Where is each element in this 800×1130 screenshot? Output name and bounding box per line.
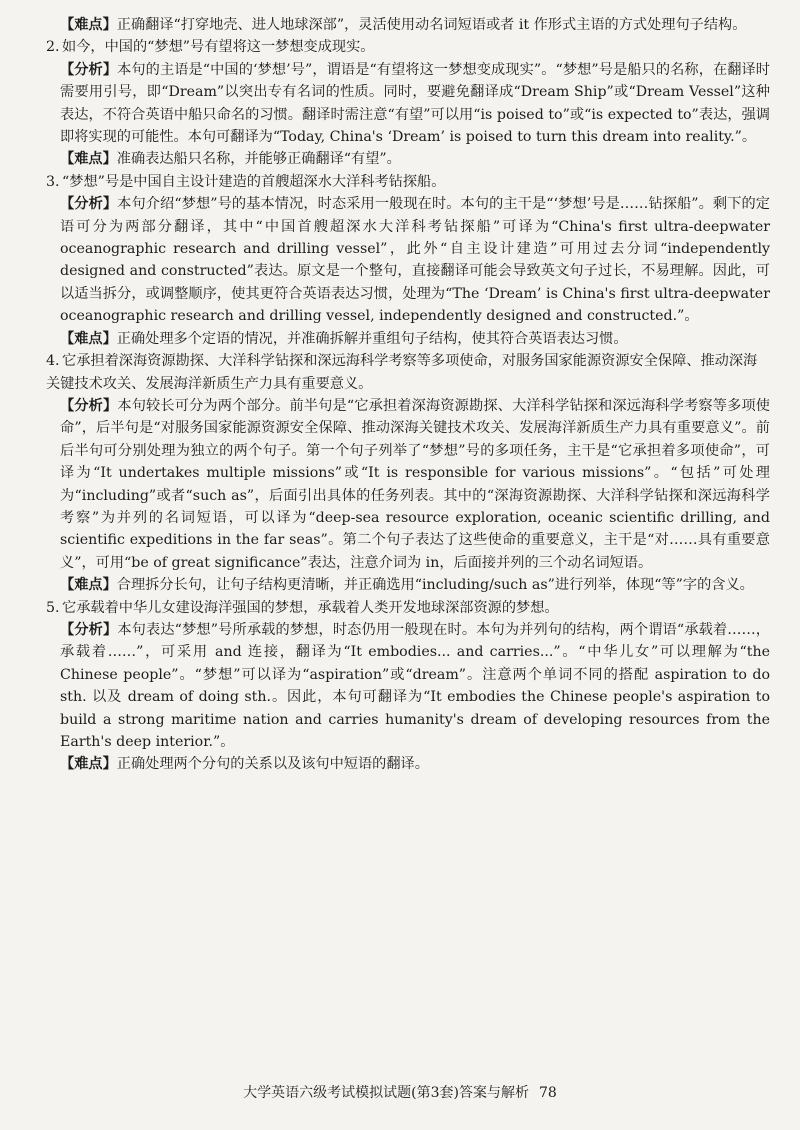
difficulty-text: 合理拆分长句，让句子结构更清晰，并正确选用“including/such as”进行列举，体现“等”字的含义。 bbox=[116, 577, 754, 594]
analysis-text: 本句表达“梦想”号所承载的梦想，时态仍用一般现在时。本句为并列句的结构，两个谓语“承载着……，承载着……”，可采用 and 连接，翻译为“It embodies... and carries...”。“中华儿女”可以理解为“the Chinese people”。“梦想”可以译为“aspiration”或“dream”。注意两个单词不同的搭配 aspiration to do sth. 以及 dream of doing sth.。因此，本句可翻译为“It embodies the Chinese people's aspiration to build a strong maritime nation and carries humanity's dream of developing resources from the Earth's deep interior.”。 bbox=[60, 621, 770, 750]
item-sentence: “梦想”号是中国自主设计建造的首艘超深水大洋科考钻探船。 bbox=[62, 173, 446, 190]
analysis-3 bbox=[40, 193, 770, 327]
analysis-text: 本句较长可分为两个部分。前半句是“它承担着深海资源勘探、大洋科学钻探和深远海科学考察等多项使命”，后半句是“对服务国家能源资源安全保障、推动深海关键技术攻关、发展海洋新质生产力具有重要意义”。前后半句可分别处理为独立的两个句子。第一个句子列举了“梦想”号的多项任务，主干是“它承担着多项使命”，可译为“It undertakes multiple missions”或“It is responsible for various missions”。“包括”可处理为“including”或者“such as”，后面引出具体的任务列表。其中的“深海资源勘探、大洋科学钻探和深远海科学考察”为并列的名词短语，可以译为“deep-sea resource exploration, oceanic scientific drilling, and scientific expeditions in the far seas”。第二个句子表达了这些使命的重要意义，主干是“对……具有重要意义”，可用“be of great significance”表达，注意介词为 in，后面接并列的三个动名词短语。 bbox=[60, 397, 770, 571]
analysis-tag: 【分析】 bbox=[60, 621, 118, 638]
question-item-5 bbox=[40, 597, 770, 619]
difficulty-text: 正确处理多个定语的情况，并准确拆解并重组句子结构，使其符合英语表达习惯。 bbox=[116, 330, 628, 347]
difficulty-tag: 【难点】 bbox=[60, 756, 117, 773]
analysis-5 bbox=[40, 619, 770, 753]
analysis-2 bbox=[40, 59, 770, 149]
analysis-tag: 【分析】 bbox=[60, 61, 118, 78]
difficulty-note-3 bbox=[40, 328, 770, 350]
footer-title: 大学英语六级考试模拟试题(第3套)答案与解析 bbox=[243, 1085, 529, 1101]
difficulty-note-2 bbox=[40, 148, 770, 170]
difficulty-text: 正确翻译“打穿地壳、进人地球深部”，灵活使用动名词短语或者 it 作形式主语的方式处理句子结构。 bbox=[116, 17, 747, 33]
item-sentence: 如今，中国的“梦想”号有望将这一梦想变成现实。 bbox=[62, 39, 375, 56]
analysis-tag: 【分析】 bbox=[60, 397, 118, 414]
analysis-tag: 【分析】 bbox=[60, 196, 118, 213]
answer-analysis-content bbox=[40, 14, 770, 776]
difficulty-note-4 bbox=[40, 574, 770, 596]
difficulty-tag: 【难点】 bbox=[60, 577, 117, 594]
difficulty-text: 正确处理两个分句的关系以及该句中短语的翻译。 bbox=[116, 756, 429, 773]
item-number: 3. bbox=[46, 173, 60, 190]
difficulty-tag: 【难点】 bbox=[60, 151, 117, 168]
difficulty-tag: 【难点】 bbox=[60, 17, 117, 33]
question-item-3 bbox=[40, 171, 770, 193]
difficulty-note-1 bbox=[40, 14, 770, 36]
item-number: 4. bbox=[46, 353, 60, 370]
difficulty-text: 准确表达船只名称，并能够正确翻译“有望”。 bbox=[116, 151, 401, 168]
difficulty-tag: 【难点】 bbox=[60, 330, 117, 347]
question-item-4 bbox=[40, 350, 770, 395]
analysis-4 bbox=[40, 395, 770, 574]
item-number: 5. bbox=[46, 599, 60, 616]
page-footer bbox=[0, 1082, 800, 1102]
analysis-text: 本句的主语是“中国的‘梦想’号”，谓语是“有望将这一梦想变成现实”。“梦想”号是船只的名称，在翻译时需要用引号，即“Dream”以突出专有名词的性质。同时，要避免翻译成“Dream Ship”或“Dream Vessel”这种表达，不符合英语中船只命名的习惯。翻译时需注意“有望”可以用“is poised to”或“is expected to”表达，强调即将实现的可能性。本句可翻译为“Today, China's ‘Dream’ is poised to turn this dream into reality.”。 bbox=[60, 61, 770, 146]
item-sentence: 它承担着深海资源勘探、大洋科学钻探和深远海科学考察等多项使命，对服务国家能源资源安全保障、推动深海关键技术攻关、发展海洋新质生产力具有重要意义。 bbox=[46, 353, 758, 392]
item-number: 2. bbox=[46, 39, 60, 56]
question-item-2 bbox=[40, 36, 770, 58]
analysis-text: 本句介绍“梦想”号的基本情况，时态采用一般现在时。本句的主干是“‘梦想’号是……钻探船”。剩下的定语可分为两部分翻译，其中“中国首艘超深水大洋科考钻探船”可译为“China's first ultra-deepwater oceanographic research and drilling vessel”，此外“自主设计建造”可用过去分词“independently designed and constructed”表达。原文是一个整句，直接翻译可能会导致英文句子过长，不易理解。因此，可以适当拆分，或调整顺序，使其更符合英语表达习惯，处理为“The ‘Dream’ is China's first ultra-deepwater oceanographic research and drilling vessel, independently designed and constructed.”。 bbox=[60, 196, 770, 325]
item-sentence: 它承载着中华儿女建设海洋强国的梦想，承载着人类开发地球深部资源的梦想。 bbox=[62, 599, 559, 616]
page-number: 78 bbox=[539, 1085, 557, 1101]
difficulty-note-5 bbox=[40, 753, 770, 775]
